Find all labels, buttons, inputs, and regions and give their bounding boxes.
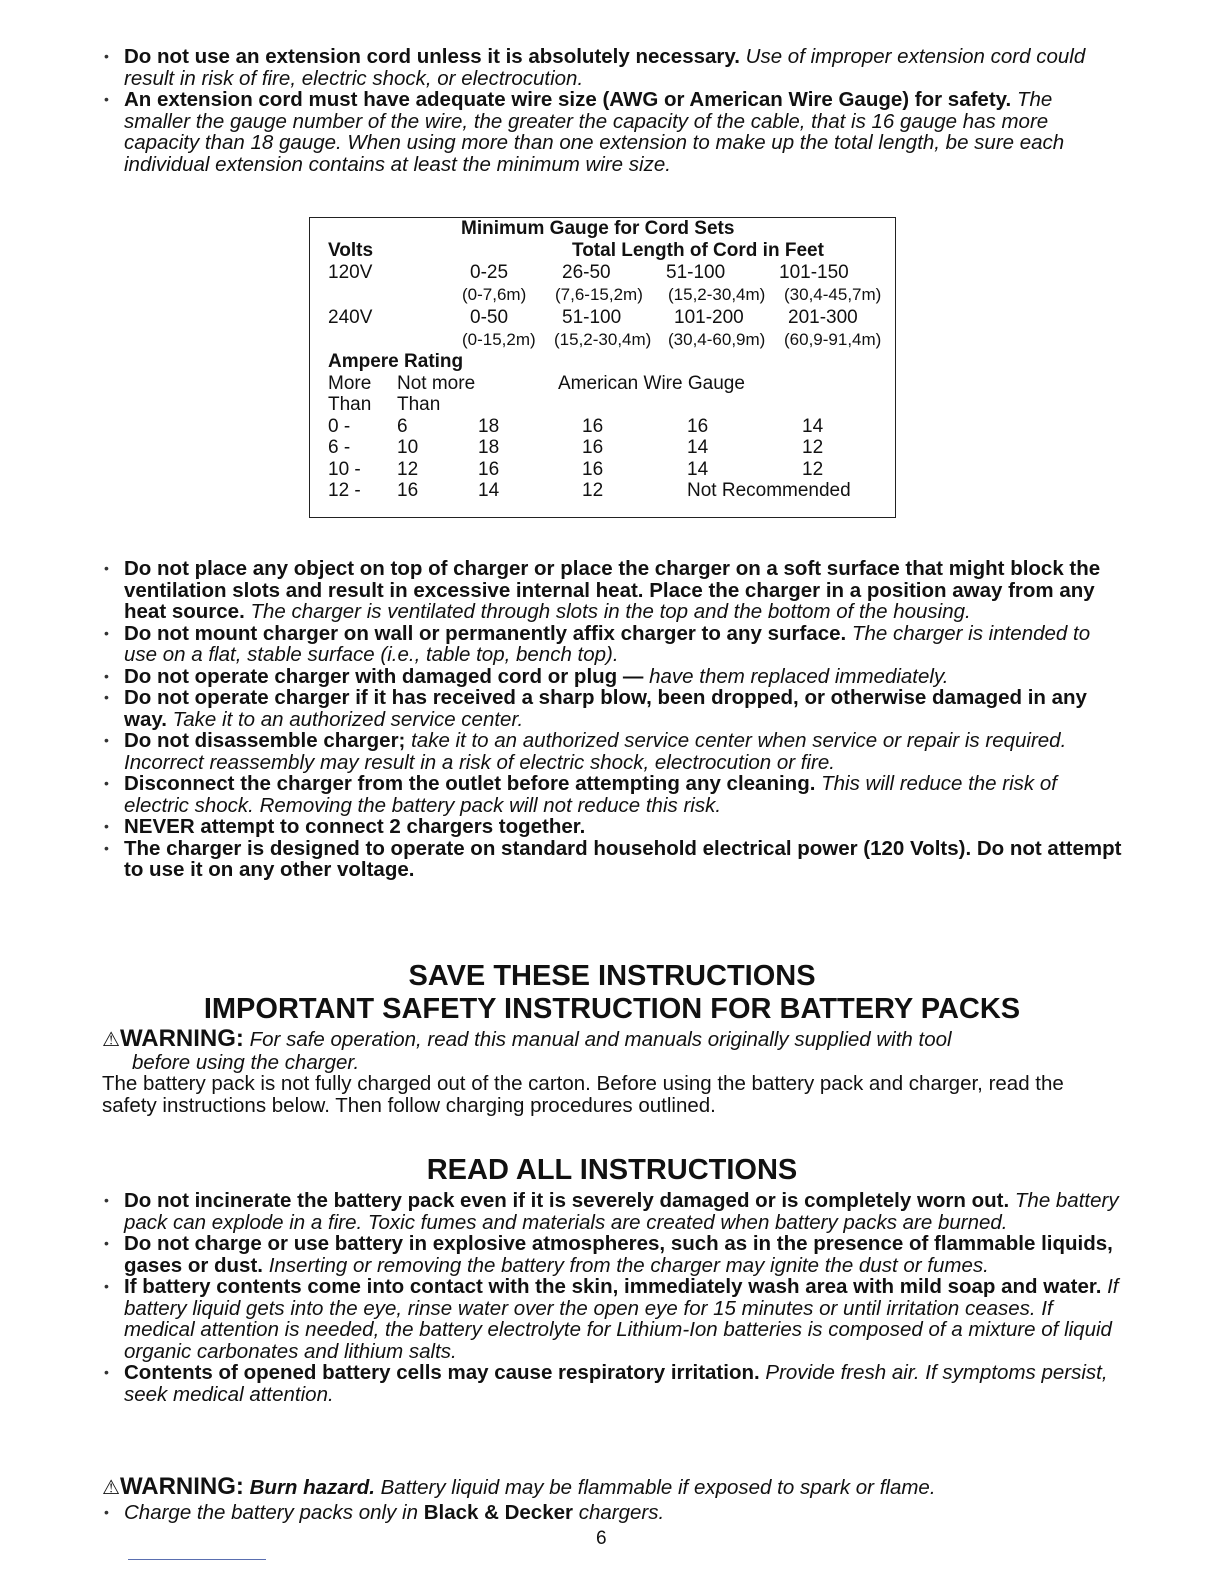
- list-item: • Charge the battery packs only in Black & Decker chargers.: [102, 1502, 1122, 1524]
- volts-120: 120V: [328, 262, 373, 283]
- awg-label: American Wire Gauge: [558, 373, 745, 394]
- read-instructions-heading: READ ALL INSTRUCTIONS: [426, 1154, 798, 1186]
- table-cell: 14: [687, 437, 709, 458]
- warning-text-cont: before using the charger.: [132, 1050, 360, 1074]
- list-item: • Do not disassemble charger; take it to an authorized service center when service or repair is required. Incorrect reassembly may result in a risk of electric shock, electrocution or fire.: [102, 730, 1122, 773]
- table-cell: 201-300: [788, 307, 858, 328]
- table-cell: (15,2-30,4m): [668, 285, 766, 304]
- table-cell: 12: [582, 480, 604, 501]
- list-item: • Do not use an extension cord unless it is absolutely necessary. Use of improper extension cord could result in risk of fire, electric shock, or electrocution.: [102, 46, 1122, 89]
- notmore-label: Not more: [397, 373, 476, 394]
- warning-label: WARNING:: [119, 1473, 244, 1500]
- charger-note: [102, 1502, 1122, 1524]
- table-cell: 101-150: [779, 262, 849, 283]
- battery-safety-heading: IMPORTANT SAFETY INSTRUCTION FOR BATTERY PACKS: [203, 993, 1021, 1025]
- warning-text: For safe operation, read this manual and manuals originally supplied with tool: [249, 1028, 952, 1051]
- table-cell: (0-7,6m): [462, 285, 527, 304]
- list-item: • Do not place any object on top of charger or place the charger on a soft surface that might block the ventilation slots and result in excessive internal heat. Place the charger in a position away from any heat source. The charger is ventilated through slots in the top and the bottom of the housing.: [102, 558, 1122, 623]
- table-cell: 16: [582, 437, 604, 458]
- table-cell: 10: [397, 437, 419, 458]
- charger-warnings: [102, 558, 1122, 881]
- table-cell: 26-50: [562, 262, 611, 283]
- battery-warnings: [102, 1190, 1122, 1405]
- table-cell: 12: [802, 459, 824, 480]
- length-label: Total Length of Cord in Feet: [572, 240, 824, 261]
- table-cell: 16: [582, 459, 604, 480]
- table-cell: 12: [397, 459, 419, 480]
- than-label: Than: [328, 394, 372, 415]
- burn-warning-text: Battery liquid may be flammable if exposed to spark or flame.: [380, 1476, 936, 1499]
- table-cell: 51-100: [562, 307, 622, 328]
- volts-240: 240V: [328, 307, 373, 328]
- table-cell: 16: [478, 459, 500, 480]
- list-item: • Contents of opened battery cells may cause respiratory irritation. Provide fresh air. If symptoms persist, seek medical attention.: [102, 1362, 1122, 1405]
- table-cell: Not Recommended: [687, 480, 851, 501]
- ampere-label: Ampere Rating: [328, 351, 464, 372]
- warning-notice: [102, 1025, 1122, 1074]
- list-item: • An extension cord must have adequate wire size (AWG or American Wire Gauge) for safety. The smaller the gauge number of the wire, the greater the capacity of the cable, that is 16 gauge has more capacity than 18 gauge. When using more than one extension to make up the total length, be sure each individual extension contains at least the minimum wire size.: [102, 89, 1122, 175]
- table-title: Minimum Gauge for Cord Sets: [461, 218, 735, 239]
- table-cell: 14: [478, 480, 500, 501]
- table-cell: 12: [802, 437, 824, 458]
- footer-rule: [128, 1559, 266, 1560]
- burn-hazard-label: Burn hazard.: [249, 1476, 375, 1499]
- cord-gauge-table: [309, 217, 896, 518]
- table-cell: 0 -: [328, 416, 351, 437]
- list-item: • Do not incinerate the battery pack even if it is severely damaged or is completely worn out. The battery pack can explode in a fire. Toxic fumes and materials are created when battery packs are burned.: [102, 1190, 1122, 1233]
- table-cell: 16: [582, 416, 604, 437]
- volts-label: Volts: [328, 240, 374, 261]
- list-item: • The charger is designed to operate on standard household electrical power (120 Volts). Do not attempt to use it on any other voltage.: [102, 838, 1122, 881]
- table-cell: 14: [802, 416, 824, 437]
- list-item: • Disconnect the charger from the outlet before attempting any cleaning. This will reduce the risk of electric shock. Removing the battery pack will not reduce this risk.: [102, 773, 1122, 816]
- warning-triangle-icon: ⚠: [102, 1477, 120, 1499]
- table-cell: (30,4-60,9m): [668, 330, 766, 349]
- page-number: 6: [596, 1528, 607, 1549]
- table-cell: 10 -: [328, 459, 361, 480]
- list-item: • If battery contents come into contact with the skin, immediately wash area with mild soap and water. If battery liquid gets into the eye, rinse water over the open eye for 15 minutes or until irritation ceases. If medical attention is needed, the battery electrolyte for Lithium-Ion batteries is composed of a mixture of liquid organic carbonates and lithium salts.: [102, 1276, 1122, 1362]
- list-item: • Do not operate charger if it has received a sharp blow, been dropped, or otherwise damaged in any way. Take it to an authorized service center.: [102, 687, 1122, 730]
- list-item: • Do not charge or use battery in explosive atmospheres, such as in the presence of flammable liquids, gases or dust. Inserting or removing the battery from the charger may ignite the dust or fumes.: [102, 1233, 1122, 1276]
- table-cell: 16: [687, 416, 709, 437]
- table-cell: 51-100: [666, 262, 726, 283]
- table-cell: 18: [478, 416, 500, 437]
- table-cell: (0-15,2m): [462, 330, 536, 349]
- list-item: • Do not mount charger on wall or permanently affix charger to any surface. The charger is intended to use on a flat, stable surface (i.e., table top, bench top).: [102, 623, 1122, 666]
- list-item: • Do not operate charger with damaged cord or plug — have them replaced immediately.: [102, 666, 1122, 688]
- table-cell: (15,2-30,4m): [554, 330, 652, 349]
- table-cell: 14: [687, 459, 709, 480]
- table-cell: 0-50: [470, 307, 509, 328]
- table-cell: 12 -: [328, 480, 361, 501]
- table-cell: 6 -: [328, 437, 351, 458]
- save-instructions-heading: SAVE THESE INSTRUCTIONS: [408, 960, 816, 992]
- table-cell: 6: [397, 416, 408, 437]
- than2-label: Than: [397, 394, 441, 415]
- table-cell: 101-200: [674, 307, 744, 328]
- table-cell: 0-25: [470, 262, 509, 283]
- table-cell: (30,4-45,7m): [784, 285, 882, 304]
- brand-name: Black & Decker: [423, 1501, 573, 1524]
- table-cell: 16: [397, 480, 419, 501]
- intro-paragraph: The battery pack is not fully charged out of the carton. Before using the battery pack and charger, read the safety instructions below. Then follow charging procedures outlined.: [102, 1072, 1064, 1117]
- table-cell: 18: [478, 437, 500, 458]
- burn-warning: [102, 1473, 1162, 1500]
- more-label: More: [328, 373, 372, 394]
- warning-label: WARNING:: [119, 1025, 244, 1052]
- table-cell: (60,9-91,4m): [784, 330, 882, 349]
- warning-triangle-icon: ⚠: [102, 1029, 120, 1051]
- list-item: • NEVER attempt to connect 2 chargers together.: [102, 816, 1122, 838]
- extension-cord-warnings: [102, 46, 1122, 175]
- table-cell: (7,6-15,2m): [555, 285, 643, 304]
